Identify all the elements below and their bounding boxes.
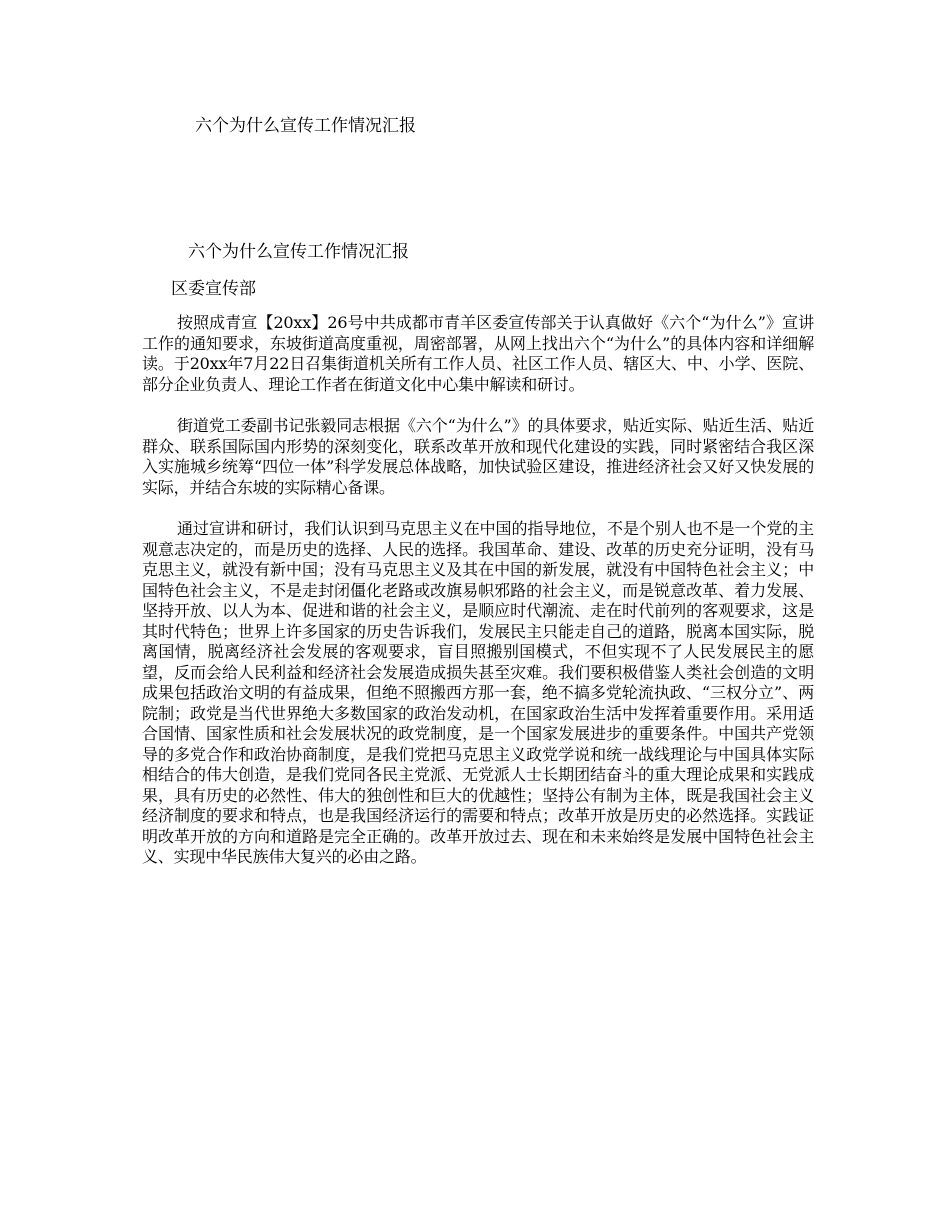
page-header-title: 六个为什么宣传工作情况汇报 bbox=[195, 116, 416, 136]
department-name: 区委宣传部 bbox=[171, 279, 256, 299]
paragraph-3: 通过宣讲和研讨，我们认识到马克思主义在中国的指导地位，不是个别人也不是一个党的主观意志决定的，而是历史的选择、人民的选择。我国革命、建设、改革的历史充分证明，没有马克思主义，就没有新中国；没有马克思主义及其在中国的新发展，就没有中国特色社会主义；中国特色社会主义，不是走封闭僵化老路或改旗易帜邪路的社会主义，而是锐意改革、着力发展、坚持开放、以人为本、促进和谐的社会主义，是顺应时代潮流、走在时代前列的客观要求，这是其时代特色；世界上许多国家的历史告诉我们，发展民主只能走自己的道路，脱离本国实际，脱离国情，脱离经济社会发展的客观要求，盲目照搬别国模式，不但实现不了人民发展民主的愿望，反而会给人民利益和经济社会发展造成损失甚至灾难。我们要积极借鉴人类社会创造的文明成果包括政治文明的有益成果，但绝不照搬西方那一套，绝不搞多党轮流执政、“三权分立”、两院制；政党是当代世界绝大多数国家的政治发动机，在国家政治生活中发挥着重要作用。采用适合国情、国家性质和社会发展状况的政党制度，是一个国家发展进步的重要条件。中国共产党领导的多党合作和政治协商制度，是我们党把马克思主义政党学说和统一战线理论与中国具体实际相结合的伟大创造，是我们党同各民主党派、无党派人士长期团结奋斗的重大理论成果和实践成果，具有历史的必然性、伟大的独创性和巨大的优越性；坚持公有制为主体，既是我国社会主义经济制度的要求和特点，也是我国经济运行的需要和特点；改革开放是历史的必然选择。实践证明改革开放的方向和道路是完全正确的。改革开放过去、现在和未来始终是发展中国特色社会主义、实现中华民族伟大复兴的必由之路。 bbox=[142, 519, 814, 866]
document-body bbox=[142, 240, 814, 889]
paragraph-2: 街道党工委副书记张毅同志根据《六个“为什么”》的具体要求，贴近实际、贴近生活、贴近群众、联系国际国内形势的深刻变化，联系改革开放和现代化建设的实践，同时紧密结合我区深入实施城乡统筹“四位一体”科学发展总体战略，加快试验区建设，推进经济社会又好又快发展的实际，并结合东坡的实际精心备课。 bbox=[142, 416, 814, 497]
document-title: 六个为什么宣传工作情况汇报 bbox=[188, 242, 409, 262]
paragraph-1: 按照成青宣【20xx】26号中共成都市青羊区委宣传部关于认真做好《六个“为什么”》宣讲工作的通知要求，东坡街道高度重视，周密部署，从网上找出六个“为什么”的具体内容和详细解读。于20xx年7月22日召集街道机关所有工作人员、社区工作人员、辖区大、中、小学、医院、部分企业负责人、理论工作者在街道文化中心集中解读和研讨。 bbox=[142, 313, 814, 394]
